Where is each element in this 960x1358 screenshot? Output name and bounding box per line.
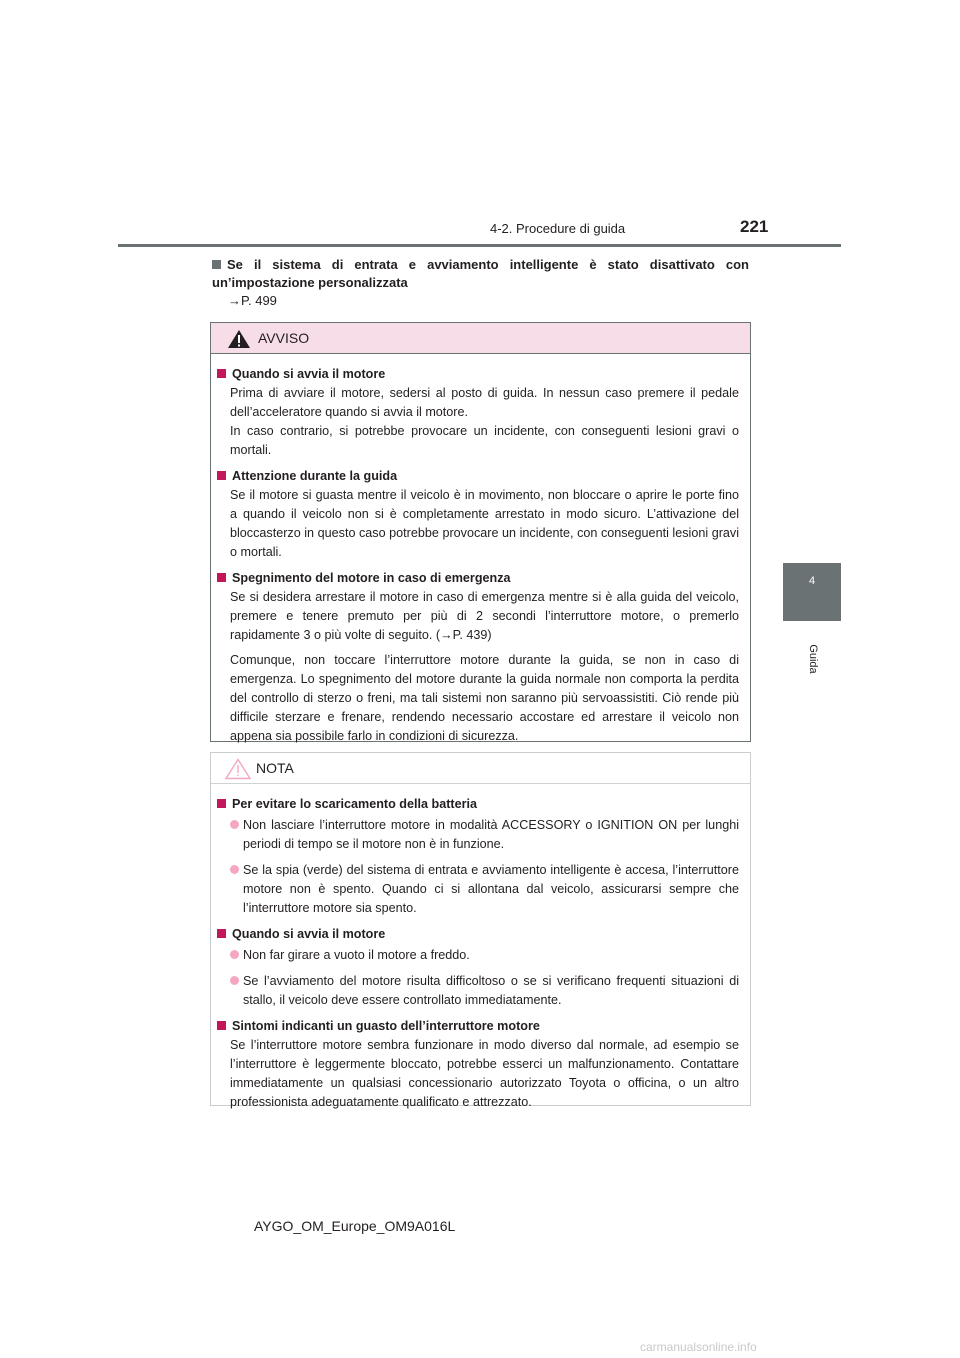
chapter-tab-number: 4 (808, 575, 816, 587)
square-bullet-icon (217, 369, 226, 378)
chapter-tab (783, 563, 841, 621)
intro-ref-text: P. 499 (241, 293, 277, 308)
heading-text: Per evitare lo scaricamento della batteria (232, 797, 477, 811)
circle-bullet-icon (230, 865, 239, 874)
paragraph: Comunque, non toccare l’interruttore motore durante la guida, se non in caso di emergenza. Lo spegnimento del motore durante la guida normale non comporta la perdita del controllo di sterzo o freni, ma tali sistemi non saranno più servoassistiti. Ciò rende più difficile sterzare e frenare, rendendo necessario accostare ed arrestare il veicolo non appena sia possibile farlo in condizioni di sicurezza. (230, 653, 739, 743)
paragraph: Prima di avviare il motore, sedersi al posto di guida. In nessun caso premere il pedale dell’acceleratore quando si avvia il motore. (230, 386, 739, 419)
document-code: AYGO_OM_Europe_OM9A016L (254, 1218, 456, 1234)
warning-triangle-icon (227, 329, 251, 349)
chapter-tab-label: Guida (807, 644, 819, 674)
note-section (217, 1017, 739, 1112)
bullet-item (230, 946, 739, 965)
header-rule (118, 244, 841, 247)
paragraph: Se il motore si guasta mentre il veicolo è in movimento, non bloccare o aprire le porte fino a quando il veicolo non si è completamente arrestato in modo sicuro. L’attivazione del bloccasterzo in questo caso potrebbe provocare un incidente, con conseguenti lesioni gravi o mortali. (230, 488, 739, 559)
intro-page-reference[interactable] (228, 293, 277, 308)
warning-content (217, 365, 739, 753)
circle-bullet-icon (230, 820, 239, 829)
caution-triangle-outline-icon (225, 758, 251, 780)
heading-text: Sintomi indicanti un guasto dell’interruttore motore (232, 1019, 540, 1033)
square-bullet-icon (217, 799, 226, 808)
page-number: 221 (740, 217, 769, 236)
square-bullet-icon (217, 1021, 226, 1030)
bullet-item (230, 816, 739, 854)
heading-text: Quando si avvia il motore (232, 367, 386, 381)
note-section-heading (217, 1017, 739, 1036)
heading-text: Attenzione durante la guida (232, 469, 398, 483)
note-section (217, 795, 739, 918)
intro-heading-text: Se il sistema di entrata e avviamento intelligente è stato disattivato con un’impostazione personalizzata (212, 257, 749, 290)
note-section (217, 925, 739, 1010)
warning-title: AVVISO (258, 330, 310, 346)
warning-section (217, 569, 739, 746)
bullet-text: Se l’avviamento del motore risulta difficoltoso o se si verificano frequenti situazioni di stallo, il veicolo deve essere controllato immediatamente. (243, 974, 739, 1007)
intro-heading (212, 256, 749, 292)
bullet-item (230, 972, 739, 1010)
paragraph: In caso contrario, si potrebbe provocare un incidente, con conseguenti lesioni gravi o mortali. (230, 424, 739, 457)
square-bullet-icon (212, 260, 221, 269)
bullet-text: Non far girare a vuoto il motore a freddo. (243, 948, 470, 962)
circle-bullet-icon (230, 950, 239, 959)
square-bullet-icon (217, 929, 226, 938)
note-box (210, 752, 751, 1109)
heading-text: Spegnimento del motore in caso di emergenza (232, 571, 511, 585)
note-section-heading (217, 795, 739, 814)
warning-box (210, 322, 751, 742)
circle-bullet-icon (230, 976, 239, 985)
warning-header (211, 323, 750, 354)
watermark[interactable]: carmanualsonline.info (640, 1340, 757, 1354)
note-content (217, 795, 739, 1119)
square-bullet-icon (217, 573, 226, 582)
heading-text: Quando si avvia il motore (232, 927, 386, 941)
note-section-heading (217, 925, 739, 944)
paragraph: Se si desidera arrestare il motore in caso di emergenza mentre si è alla guida del veicolo, premere e tenere premuto per più di 2 secondi l’interruttore motore, o premerlo rapidamente 3 o più volte di seguito. (→P. 439) (230, 590, 739, 642)
warning-section (217, 467, 739, 562)
bullet-text: Se la spia (verde) del sistema di entrata e avviamento intelligente è accesa, l’interruttore motore non è spento. Quando ci si allontana dal veicolo, assicurarsi sempre che l’interruttore motore sia spento. (243, 863, 739, 915)
warning-section-heading (217, 467, 739, 486)
warning-section (217, 365, 739, 460)
square-bullet-icon (217, 471, 226, 480)
section-title: 4-2. Procedure di guida (490, 221, 626, 236)
paragraph: Se l’interruttore motore sembra funzionare in modo diverso dal normale, ad esempio se l’interruttore è leggermente bloccato, potrebbe esserci un malfunzionamento. Contattare immediatamente un qualsiasi concessionario autorizzato Toyota o officina, o un altro professionista adeguatamente qualificato e attrezzato. (230, 1038, 739, 1109)
bullet-item (230, 861, 739, 918)
note-header (211, 753, 750, 784)
arrow-right-icon: → (228, 293, 241, 308)
warning-section-heading (217, 365, 739, 384)
warning-section-heading (217, 569, 739, 588)
note-title: NOTA (256, 760, 294, 776)
bullet-text: Non lasciare l’interruttore motore in modalità ACCESSORY o IGNITION ON per lunghi periodi di tempo se il motore non è in funzione. (243, 818, 739, 851)
